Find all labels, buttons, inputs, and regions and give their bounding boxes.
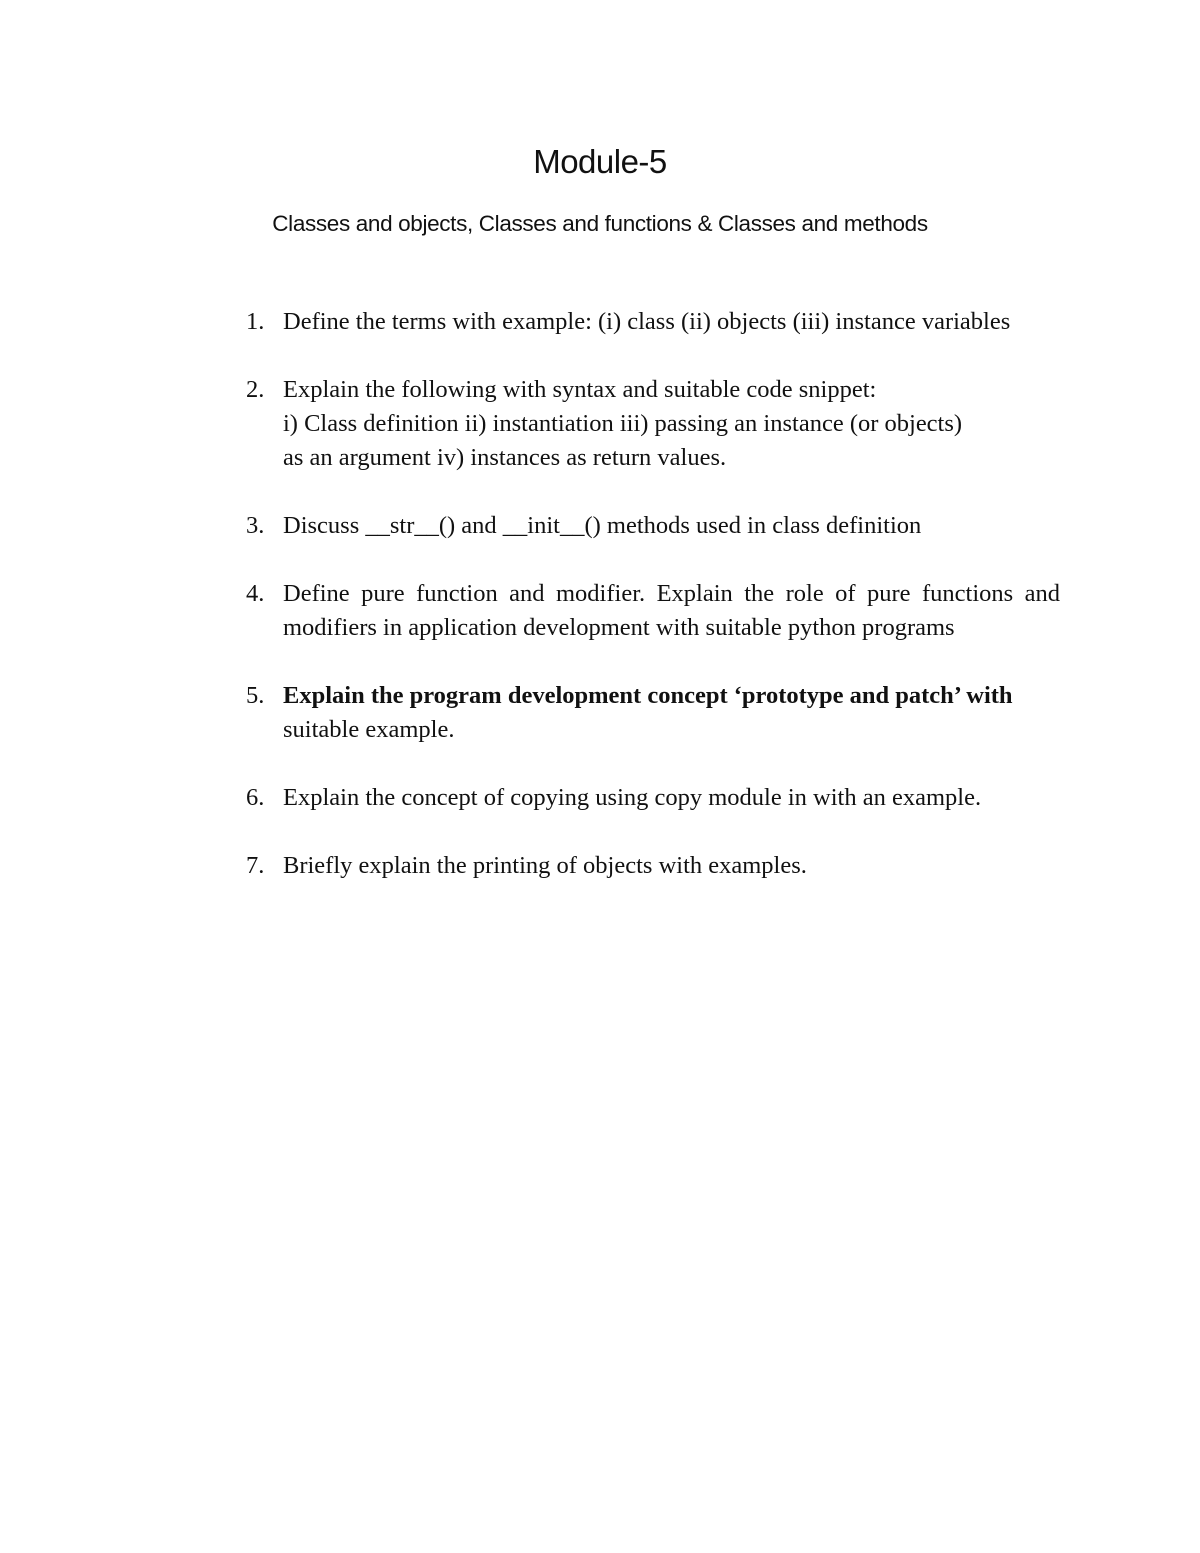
page-subtitle: Classes and objects, Classes and functions & Classes and methods (272, 211, 928, 236)
question-number: 7. (246, 852, 265, 879)
question-item-4 (236, 577, 1060, 645)
question-number: 2. (246, 376, 265, 403)
question-item-5 (236, 679, 1060, 747)
question-text: Define the terms with example: (i) class (ii) objects (iii) instance variables (283, 308, 1011, 335)
question-bold-text: Explain the program development concept ‘prototype and patch’ with (283, 682, 1013, 709)
question-item-7 (236, 849, 1060, 883)
question-item-6 (236, 781, 1060, 815)
question-text: Define pure function and modifier. Explain the role of pure functions and modifiers in application development with suitable python programs (283, 580, 1060, 641)
question-text (283, 373, 1060, 475)
question-text: Discuss __str__() and __init__() methods used in class definition (283, 512, 922, 539)
question-text: Explain the concept of copying using copy module in with an example. (283, 784, 982, 811)
question-number: 4. (246, 580, 265, 607)
question-list (236, 305, 1060, 917)
question-text (283, 679, 1060, 747)
question-line: Explain the following with syntax and suitable code snippet: (283, 376, 877, 403)
page-title: Module-5 (533, 143, 667, 180)
question-line: i) Class definition ii) instantiation iii) passing an instance (or objects) (283, 410, 963, 437)
question-number: 1. (246, 308, 265, 335)
question-item-1 (236, 305, 1060, 339)
question-line: as an argument iv) instances as return values. (283, 444, 727, 471)
question-item-3 (236, 509, 1060, 543)
question-number: 3. (246, 512, 265, 539)
question-text: Briefly explain the printing of objects with examples. (283, 852, 807, 879)
question-number: 5. (246, 682, 265, 709)
question-item-2 (236, 373, 1060, 475)
question-number: 6. (246, 784, 265, 811)
question-line: suitable example. (283, 716, 455, 743)
